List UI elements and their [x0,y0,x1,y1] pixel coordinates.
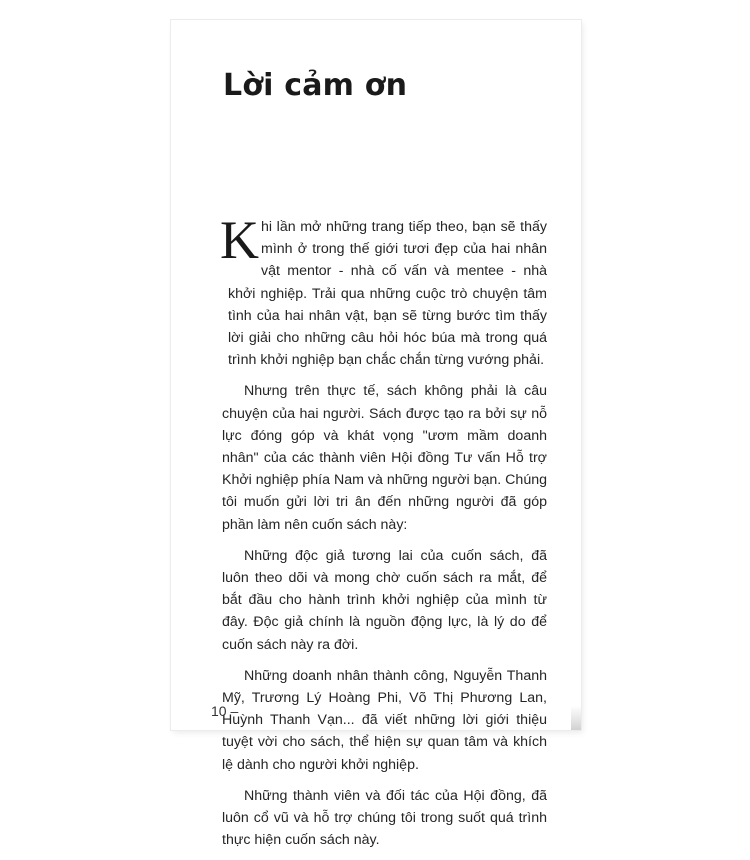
page-edge-shadow [571,706,581,730]
paragraph-1 [220,210,547,371]
paragraph-5: Những thành viên và đối tác của Hội đồng, đã luôn cổ vũ và hỗ trợ chúng tôi trong suốt quá trình thực hiện cuốn sách này. [222,787,547,849]
page-number: 10 – [211,703,239,719]
body-text [220,210,547,860]
drop-cap: K [220,210,259,270]
page-title: Lời cảm ơn [223,68,408,103]
paragraph-4: Những doanh nhân thành công, Nguyễn Thanh Mỹ, Trương Lý Hoàng Phi, Võ Thị Phương Lan, Huỳnh Thanh Vạn... đã viết những lời giới thiệu tuyệt vời cho sách, thể hiện sự quan tâm và khích lệ dành cho người khởi nghiệp. [222,667,547,773]
paragraph-3: Những độc giả tương lai của cuốn sách, đã luôn theo dõi và mong chờ cuốn sách ra mắt, để bắt đầu cho hành trình khởi nghiệp của mình từ đây. Độc giả chính là nguồn động lực, là lý do để cuốn sách này ra đời. [222,547,547,653]
paragraph-2: Nhưng trên thực tế, sách không phải là câu chuyện của hai người. Sách được tạo ra bởi sự nỗ lực đóng góp và khát vọng "ươm mầm doanh nhân" của các thành viên Hội đồng Tư vấn Hỗ trợ Khởi nghiệp phía Nam và những người bạn. Chúng tôi muốn gửi lời tri ân đến những người đã góp phần làm nên cuốn sách này: [222,383,547,533]
paragraph-1-text: hi lần mở những trang tiếp theo, bạn sẽ thấy mình ở trong thế giới tươi đẹp của hai nhân vật mentor - nhà cố vấn và mentee - nhà khởi nghiệp. Trải qua những cuộc trò chuyện tâm tình của hai nhân vật, bạn sẽ từng bước tìm thấy lời giải cho những câu hỏi hóc búa mà trong quá trình khởi nghiệp bạn chắc chắn từng vướng phải. [228,219,547,369]
book-page [171,20,581,849]
